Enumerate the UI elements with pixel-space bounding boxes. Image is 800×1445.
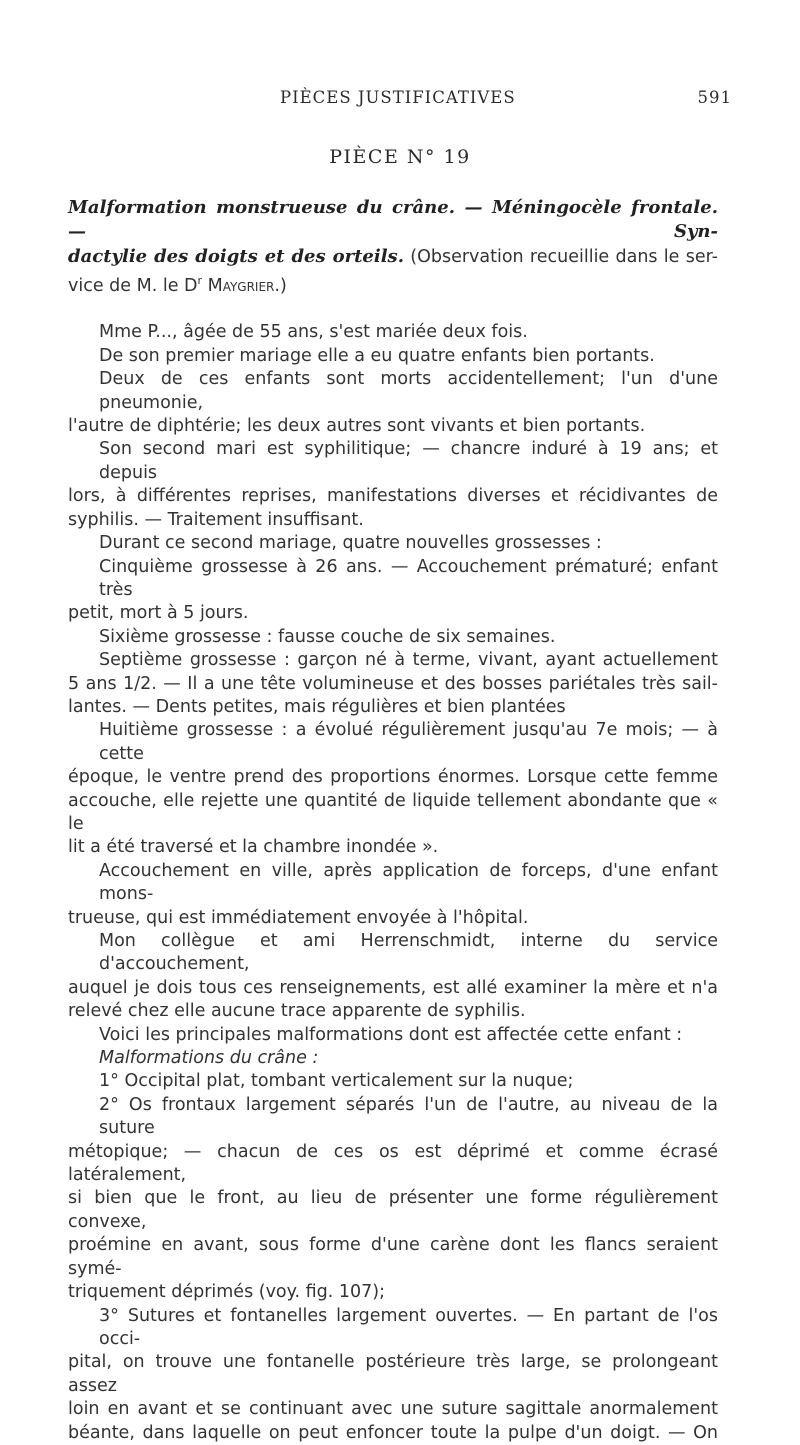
- text-line: proémine en avant, sous forme d'une carène dont les flancs seraient symé-: [68, 1235, 718, 1279]
- text-line: Voici les principales malformations dont est affectée cette enfant :: [99, 1024, 683, 1045]
- paragraph-lines: [68, 321, 718, 1445]
- text-line: Mme P..., âgée de 55 ans, s'est mariée deux fois.: [99, 322, 528, 343]
- text-line: l'autre de diphtérie; les deux autres sont vivants et bien portants.: [68, 416, 646, 437]
- text-line: auquel je dois tous ces renseignements, est allé examiner la mère et n'a: [68, 977, 718, 998]
- running-title: PIÈCES JUSTIFICATIVES: [280, 88, 516, 107]
- text-line: 2° Os frontaux largement séparés l'un de l'autre, au niveau de la suture: [99, 1094, 718, 1139]
- text-line: Accouchement en ville, après application de forceps, d'une enfant mons-: [99, 860, 718, 905]
- text-line: lit a été traversé et la chambre inondée ».: [68, 837, 439, 858]
- text-line: Sixième grossesse : fausse couche de six semaines.: [99, 626, 556, 647]
- text-line: relevé chez elle aucune trace apparente de syphilis.: [68, 1001, 526, 1022]
- piece-title: PIÈCE N° 19: [329, 146, 471, 168]
- text-line: trueuse, qui est immédiatement envoyée à l'hôpital.: [68, 907, 529, 928]
- heading-doctor-name: Maygrier.): [202, 276, 287, 297]
- body-text: [68, 196, 718, 1445]
- text-line: triquement déprimés (voy. fig. 107);: [68, 1282, 386, 1303]
- heading-doctor-sup: r: [197, 274, 203, 288]
- text-line: Septième grossesse : garçon né à terme, vivant, ayant actuellement: [99, 650, 718, 671]
- text-line: époque, le ventre prend des proportions énormes. Lorsque cette femme: [68, 767, 718, 788]
- text-line: Durant ce second mariage, quatre nouvelles grossesses :: [99, 533, 602, 554]
- text-line: pital, on trouve une fontanelle postérieure très large, se prolongeant assez: [68, 1352, 718, 1396]
- page-number: 591: [697, 88, 732, 107]
- text-line: accouche, elle rejette une quantité de liquide tellement abondante que « le: [68, 790, 718, 834]
- heading-title-part2: dactylie des doigts et des orteils.: [68, 245, 404, 267]
- text-line: Deux de ces enfants sont morts accidentellement; l'un d'une pneumonie,: [99, 369, 718, 413]
- text-line: Huitième grossesse : a évolué régulièrement jusqu'au 7e mois; — à cette: [99, 720, 718, 764]
- text-line: Son second mari est syphilitique; — chancre induré à 19 ans; et depuis: [99, 439, 718, 483]
- text-line: syphilis. — Traitement insuffisant.: [68, 509, 364, 530]
- heading-observation-service: vice de M. le D: [68, 276, 198, 297]
- text-line: métopique; — chacun de ces os est déprimé et comme écrasé latéralement,: [68, 1141, 718, 1186]
- text-line: lors, à différentes reprises, manifestations diverses et récidivantes de: [68, 486, 718, 507]
- text-line: Mon collègue et ami Herrenschmidt, interne du service d'accouchement,: [99, 931, 718, 975]
- text-line: si bien que le front, au lieu de présenter une forme régulièrement convexe,: [68, 1188, 718, 1232]
- text-line: loin en avant et se continuant avec une suture sagittale anormalement: [68, 1399, 718, 1420]
- text-line: lantes. — Dents petites, mais régulières et bien plantées: [68, 696, 566, 717]
- observation-heading: [68, 196, 718, 298]
- text-line: Cinquième grossesse à 26 ans. — Accouchement prématuré; enfant très: [99, 556, 718, 600]
- text-line: béante, dans laquelle on peut enfoncer toute la pulpe d'un doigt. — On: [68, 1422, 718, 1443]
- heading-title-part1: Malformation monstrueuse du crâne. — Méningocèle frontale. — Syn-: [68, 197, 718, 243]
- heading-observation-note: (Observation recueillie dans le ser-: [403, 246, 718, 267]
- text-line: 3° Sutures et fontanelles largement ouvertes. — En partant de l'os occi-: [99, 1305, 718, 1349]
- text-line: 5 ans 1/2. — Il a une tête volumineuse et des bosses pariétales très sail-: [68, 673, 718, 694]
- text-line: Malformations du crâne :: [99, 1048, 319, 1069]
- text-line: 1° Occipital plat, tombant verticalement sur la nuque;: [99, 1071, 574, 1092]
- text-line: De son premier mariage elle a eu quatre enfants bien portants.: [99, 345, 655, 366]
- text-line: petit, mort à 5 jours.: [68, 603, 249, 624]
